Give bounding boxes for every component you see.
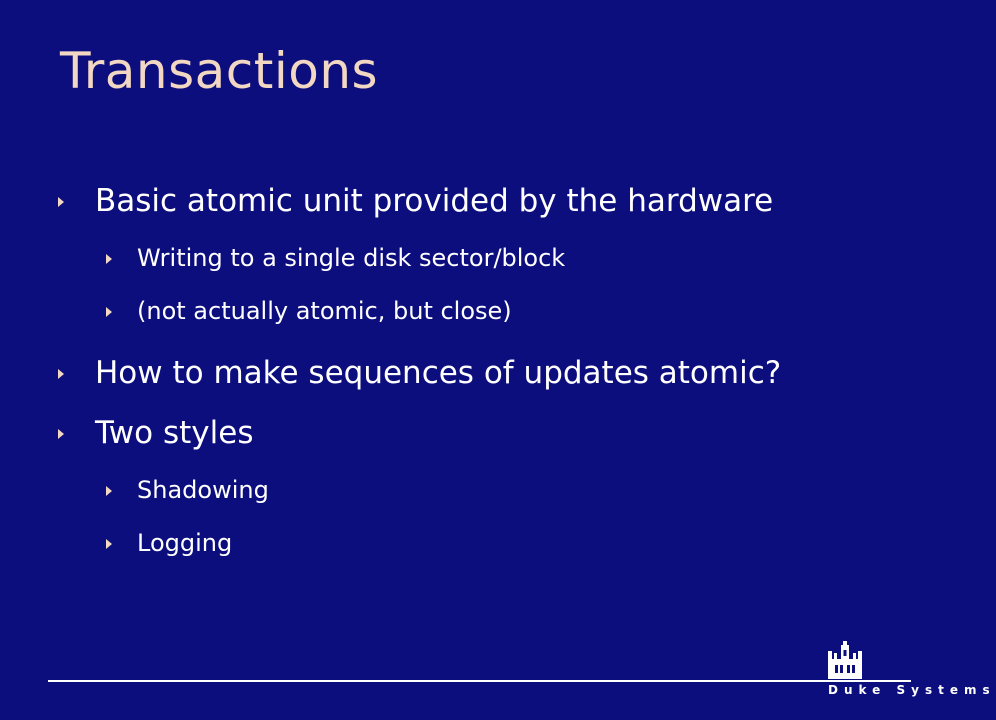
brand-label: Duke Systems: [828, 683, 996, 697]
bullet-text: Basic atomic unit provided by the hardware: [95, 183, 774, 219]
bullet-arrow-icon: [106, 486, 112, 496]
slide-title: Transactions: [60, 42, 379, 100]
bullet-arrow-icon: [58, 429, 64, 439]
bullet-arrow-icon: [106, 539, 112, 549]
chapel-icon: [828, 641, 862, 679]
footer-divider: [48, 680, 911, 682]
bullet-arrow-icon: [58, 197, 64, 207]
bullet-arrow-icon: [106, 307, 112, 317]
bullet-arrow-icon: [58, 369, 64, 379]
bullet-text: Writing to a single disk sector/block: [137, 244, 566, 272]
bullet-text: Shadowing: [137, 476, 269, 504]
bullet-arrow-icon: [106, 254, 112, 264]
bullet-text: (not actually atomic, but close): [137, 297, 512, 325]
bullet-text: How to make sequences of updates atomic?: [95, 355, 782, 391]
bullet-text: Logging: [137, 529, 233, 557]
bullet-text: Two styles: [95, 415, 254, 451]
